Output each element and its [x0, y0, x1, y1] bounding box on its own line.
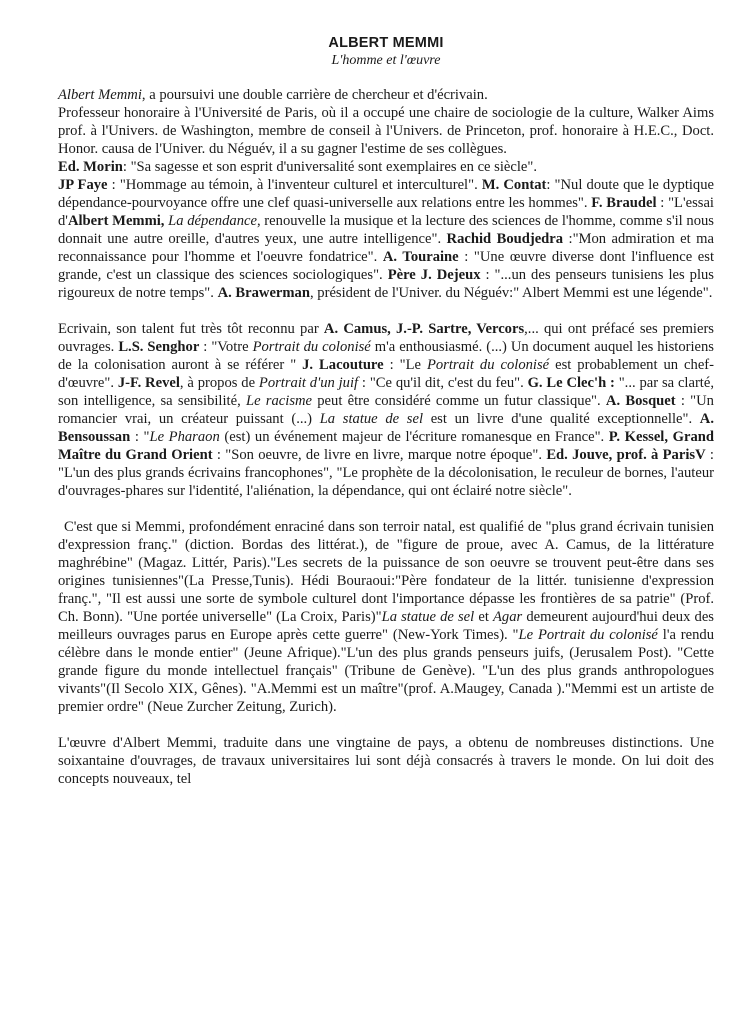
paragraph-writer: Ecrivain, son talent fut très tôt reconnu par A. Camus, J.-P. Sartre, Vercors,... qui ont préfacé ses premiers ouvrages. L.S. Senghor : "Votre Portrait du colonisé m'a enthousiasmé. (...) Un document auquel les historiens de la colonisation auront à se référer " J. Lacouture : "Le Portrait du colonisé est probablement un chef-d'œuvre". J-F. Revel, à propos de Portrait d'un juif : "Ce qu'il dit, c'est du feu". G. Le Clec'h : "... par sa clarté, son intelligence, sa sensibilité, Le racisme peut être considéré comme un futur classique". A. Bosquet : "Un romancier vrai, un créateur puissant (...) La statue de sel est un livre d'une qualité exceptionnelle". A. Bensoussan : "Le Pharaon (est) un événement majeur de l'écriture romanesque en France". P. Kessel, Grand Maître du Grand Orient : "Son oeuvre, de livre en livre, marque notre époque". Ed. Jouve, prof. à ParisV : "L'un des plus grands écrivains francophones", "Le prophète de la décolonisation, le reculeur de bornes, l'auteur d'ouvrages-phares sur l'identité, l'aliénation, la dépendance, qui ont éclairé notre siècle".	[58, 321, 715, 499]
paragraph-translations: L'œuvre d'Albert Memmi, traduite dans une vingtaine de pays, a obtenu de nombreuses distinctions. Une soixantaine d'ouvrages, de travaux universitaires lui sont déjà consacrés à travers le monde. On lui doit des concepts nouveaux, tel	[58, 735, 714, 787]
document-title: ALBERT MEMMI	[328, 35, 444, 51]
document-page	[58, 34, 714, 788]
document-subtitle: L'homme et l'œuvre	[331, 53, 441, 68]
author-name: Albert Memmi	[58, 87, 142, 103]
paragraph-reception: C'est que si Memmi, profondément enraciné dans son terroir natal, est qualifié de "plus grand écrivain tunisien d'expression franç." (diction. Bordas des littérat.), de "figure de proue, avec A. Camus, de la littérature maghrébine" (Magaz. Littér, Paris)."Les secrets de la puissance de son oeuvre se trouvent peut-être dans ses origines tunisiennes"(La Presse,Tunis). Hédi Bouraoui:"Père fondateur de la littér. tunisienne d'expression franç.", "Il est aussi une sorte de symbole culturel dont l'importance dépasse les frontières de sa patrie" (Prof. Ch. Bonn). "Une portée universelle" (La Croix, Paris)"La statue de sel et Agar demeurent aujourd'hui deux des meilleurs ouvrages parus en Europe après cette guerre" (New-York Times). "Le Portrait du colonisé l'a rendu célèbre dans le monde entier" (Jeune Afrique)."L'un des plus grands penseurs juifs, (Jerusalem Post). "Cette grande figure du monde intellectuel français" (Tribune de Genève). "L'un des plus grands anthropologues vivants"(Il Secolo XIX, Gênes). "A.Memmi est un maître"(prof. A.Maugey, Canada )."Memmi est un artiste de premier ordre" (Neue Zurcher Zeitung, Zurich).	[58, 519, 715, 715]
paragraph-career: Albert Memmi, a poursuivi une double carrière de chercheur et d'écrivain. Professeur honoraire à l'Université de Paris, où il a occupé une chaire de sociologie de la culture, Walker Aims prof. à l'Univers. de Washington, membre de conseil à l'Univers. de Princeton, prof. honoraire à H.E.C., Doct. Honor. causa de l'Univer. du Néguév, il a su gagner l'estime de ses collègues. Ed. Morin: "Sa sagesse et son esprit d'universalité sont exemplaires en ce siècle". JP Faye : "Hommage au témoin, à l'inventeur culturel et interculturel". M. Contat: "Nul doute que le dyptique dépendance-pourvoyance offre une clef quasi-universelle aux relations entre les hommes". F. Braudel : "L'essai d'Albert Memmi, La dépendance, renouvelle la musique et la lecture des sciences de l'homme, comme s'il nous donnait une autre oreille, d'autres yeux, une autre intelligence". Rachid Boudjedra :"Mon admiration et ma reconnaissance pour l'homme et l'oeuvre fondatrice". A. Touraine : "Une œuvre diverse dont l'influence est grande, c'est un classique des sciences sociologiques". Père J. Dejeux : "...un des penseurs tunisiens les plus rigoureux de notre temps". A. Brawerman, président de l'Univer. du Néguév:" Albert Memmi est une légende".	[58, 87, 715, 301]
